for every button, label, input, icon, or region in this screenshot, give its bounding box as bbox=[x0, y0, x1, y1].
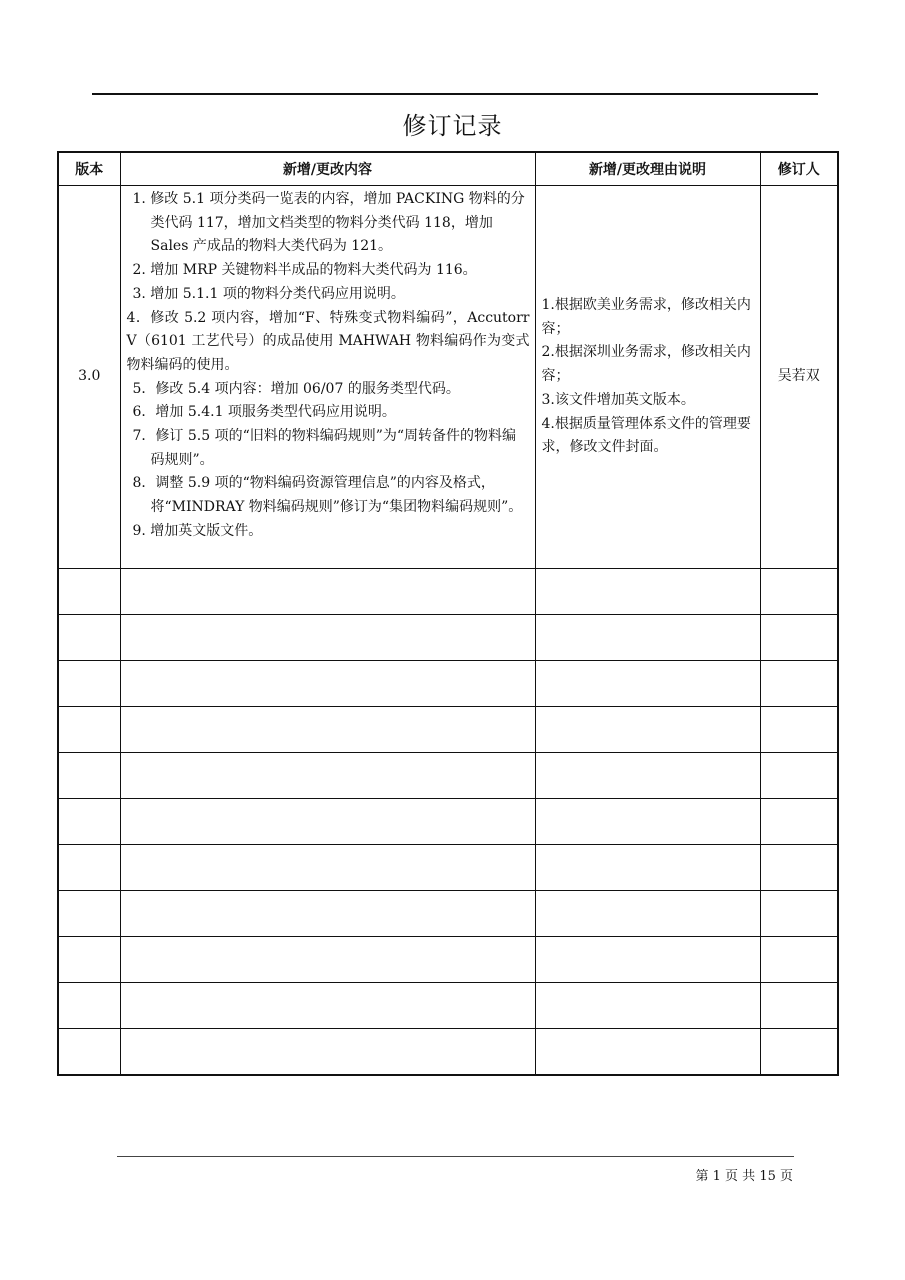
empty-cell bbox=[535, 569, 760, 615]
empty-cell bbox=[535, 753, 760, 799]
empty-table-row bbox=[58, 891, 838, 937]
empty-cell bbox=[58, 569, 120, 615]
reason-cell bbox=[535, 186, 760, 569]
empty-cell bbox=[760, 983, 838, 1029]
empty-table-row bbox=[58, 937, 838, 983]
table-row bbox=[58, 186, 838, 569]
empty-cell bbox=[535, 1029, 760, 1076]
empty-cell bbox=[120, 937, 535, 983]
empty-cell bbox=[120, 891, 535, 937]
header-reason: 新增/更改理由说明 bbox=[535, 152, 760, 186]
empty-table-row bbox=[58, 983, 838, 1029]
empty-cell bbox=[760, 615, 838, 661]
empty-cell bbox=[58, 891, 120, 937]
empty-table-row bbox=[58, 1029, 838, 1076]
content-item: 6．增加 5.4.1 项服务类型代码应用说明。 bbox=[132, 404, 396, 421]
empty-cell bbox=[120, 845, 535, 891]
empty-cell bbox=[535, 707, 760, 753]
empty-table-row bbox=[58, 799, 838, 845]
footer-rule bbox=[117, 1156, 794, 1157]
empty-cell bbox=[120, 569, 535, 615]
content-item: 2. 增加 MRP 关键物料半成品的物料大类代码为 116。 bbox=[132, 262, 477, 279]
empty-cell bbox=[120, 661, 535, 707]
empty-cell bbox=[535, 983, 760, 1029]
header-reviser: 修订人 bbox=[760, 152, 838, 186]
empty-cell bbox=[760, 845, 838, 891]
content-item: 8．调整 5.9 项的“物料编码资源管理信息”的内容及格式，将“MINDRAY 物料编码规则”修订为“集团物料编码规则”。 bbox=[132, 475, 523, 516]
empty-table-row bbox=[58, 845, 838, 891]
content-item: 3. 增加 5.1.1 项的物料分类代码应用说明。 bbox=[132, 285, 405, 302]
content-cell bbox=[120, 186, 535, 569]
content-item: 4．修改 5.2 项内容，增加“F、特殊变式物料编码”，Accutorr V（6101 工艺代号）的成品使用 MAHWAH 物料编码作为变式物料编码的使用。 bbox=[126, 309, 530, 373]
reviser-cell: 吴若双 bbox=[760, 186, 838, 569]
empty-cell bbox=[120, 799, 535, 845]
empty-table-row bbox=[58, 707, 838, 753]
empty-cell bbox=[535, 845, 760, 891]
empty-cell bbox=[760, 661, 838, 707]
empty-cell bbox=[535, 615, 760, 661]
empty-table-row bbox=[58, 569, 838, 615]
empty-cell bbox=[120, 1029, 535, 1076]
empty-cell bbox=[58, 661, 120, 707]
empty-cell bbox=[120, 707, 535, 753]
version-cell: 3.0 bbox=[58, 186, 120, 569]
empty-cell bbox=[58, 615, 120, 661]
empty-cell bbox=[58, 1029, 120, 1076]
reason-item: 1.根据欧美业务需求，修改相关内容； bbox=[541, 297, 751, 337]
content-item: 1. 修改 5.1 项分类码一览表的内容，增加 PACKING 物料的分类代码 117，增加文档类型的物料分类代码 118，增加 Sales 产成品的物料大类代码为 121。 bbox=[132, 191, 525, 255]
empty-cell bbox=[760, 707, 838, 753]
empty-cell bbox=[120, 983, 535, 1029]
empty-cell bbox=[120, 753, 535, 799]
empty-cell bbox=[760, 891, 838, 937]
empty-cell bbox=[58, 983, 120, 1029]
empty-table-row bbox=[58, 753, 838, 799]
empty-cell bbox=[58, 845, 120, 891]
empty-cell bbox=[58, 937, 120, 983]
empty-cell bbox=[760, 937, 838, 983]
header-content: 新增/更改内容 bbox=[120, 152, 535, 186]
empty-cell bbox=[760, 569, 838, 615]
content-item: 7．修订 5.5 项的“旧料的物料编码规则”为“周转备件的物料编码规则”。 bbox=[132, 428, 517, 468]
header-version: 版本 bbox=[58, 152, 120, 186]
revision-table bbox=[57, 151, 839, 1076]
empty-cell bbox=[535, 891, 760, 937]
empty-cell bbox=[58, 753, 120, 799]
table-header-row bbox=[58, 152, 838, 186]
content-item: 9. 增加英文版文件。 bbox=[132, 522, 263, 539]
content-item: 5．修改 5.4 项内容：增加 06/07 的服务类型代码。 bbox=[132, 380, 460, 397]
empty-cell bbox=[760, 753, 838, 799]
reason-item: 4.根据质量管理体系文件的管理要求，修改文件封面。 bbox=[541, 415, 751, 456]
header-rule bbox=[92, 93, 818, 95]
empty-cell bbox=[58, 799, 120, 845]
reason-item: 3.该文件增加英文版本。 bbox=[541, 391, 695, 408]
empty-cell bbox=[120, 615, 535, 661]
empty-cell bbox=[760, 1029, 838, 1076]
page-title: 修订记录 bbox=[402, 112, 503, 140]
empty-cell bbox=[535, 661, 760, 707]
empty-cell bbox=[58, 707, 120, 753]
empty-cell bbox=[535, 799, 760, 845]
empty-cell bbox=[535, 937, 760, 983]
empty-table-row bbox=[58, 661, 838, 707]
reason-item: 2.根据深圳业务需求，修改相关内容； bbox=[541, 344, 751, 385]
empty-table-row bbox=[58, 615, 838, 661]
empty-cell bbox=[760, 799, 838, 845]
page-number: 第 1 页 共 15 页 bbox=[695, 1169, 793, 1184]
